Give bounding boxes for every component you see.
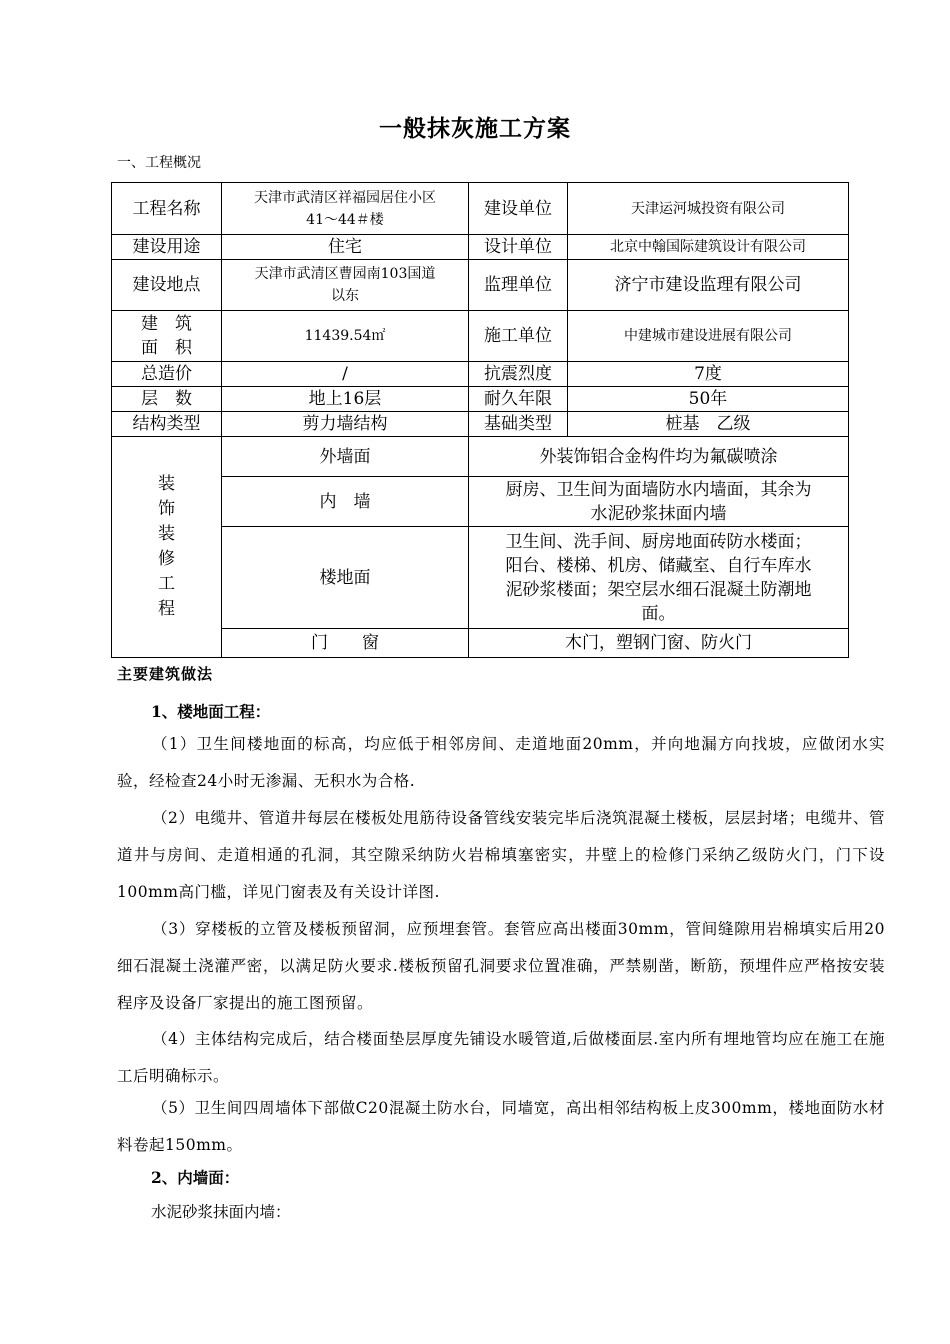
paragraph-1: （1）卫生间楼地面的标高，均应低于相邻房间、走道地面20mm，并向地漏方向找坡，应做闭水实验，经检查24小时无渗漏、无积水为合格. [117, 735, 885, 790]
heading-interior-walls: 2、内墙面： [151, 1168, 240, 1187]
label-supervisor: 监理单位 [469, 260, 568, 311]
table-row [112, 183, 849, 235]
deco-desc-doors: 木门，塑钢门窗、防火门 [469, 629, 849, 658]
paragraph-2: （2）电缆井、管道井每层在楼板处甩筋待设备管线安装完毕后浇筑混凝土楼板，层层封堵；电缆井、管道井与房间、走道相通的孔洞，其空隙采纳防火岩棉填塞密实，井壁上的检修门采纳乙级防火门，门下设100mm高门槛，详见门窗表及有关设计详图. [117, 809, 885, 901]
table-row [112, 527, 849, 629]
value-location: 天津市武清区曹园南103国道 以东 [222, 260, 469, 311]
deco-desc-interior: 厨房、卫生间为面墙防水内墙面，其余为 水泥砂浆抹面内墙 [469, 477, 849, 527]
label-area: 建 筑 面 积 [112, 311, 222, 362]
label-designer: 设计单位 [469, 235, 568, 260]
value-project-name: 天津市武清区祥福园居住小区 41～44＃楼 [222, 183, 469, 235]
value-owner: 天津运河城投资有限公司 [568, 183, 849, 235]
deco-name-floor: 楼地面 [222, 527, 469, 629]
label-location: 建设地点 [112, 260, 222, 311]
page-title: 一般抹灰施工方案 [379, 115, 571, 142]
table-row [112, 629, 849, 658]
table-row [112, 260, 849, 311]
paragraph-5: （5）卫生间四周墙体下部做C20混凝土防水台，同墙宽，高出相邻结构板上皮300mm，楼地面防水材料卷起150mm。 [117, 1099, 885, 1154]
value-area: 11439.54㎡ [222, 311, 469, 362]
label-usage: 建设用途 [112, 235, 222, 260]
paragraph-4: （4）主体结构完成后，结合楼面垫层厚度先铺设水暖管道,后做楼面层.室内所有埋地管均应在施工在施工后明确标示。 [117, 1030, 885, 1085]
section-heading-overview: 一、工程概况 [117, 155, 201, 171]
project-info-table [111, 182, 849, 658]
table-row [112, 412, 849, 437]
label-decoration: 装 饰 装 修 工 程 [112, 437, 222, 658]
value-contractor: 中建城市建设进展有限公司 [568, 311, 849, 362]
table-row [112, 437, 849, 477]
label-seismic: 抗震烈度 [469, 362, 568, 387]
value-cost: / [222, 362, 469, 387]
label-structure: 结构类型 [112, 412, 222, 437]
table-row [112, 362, 849, 387]
value-durability: 50年 [568, 387, 849, 412]
paragraph-3: （3）穿楼板的立管及楼板预留洞，应预埋套管。套管应高出楼面30mm，管间缝隙用岩棉填实后用20细石混凝土浇灌严密，以满足防火要求.楼板预留孔洞要求位置准确，严禁剔凿，断筋，预埋件应严格按安装程序及设备厂家提出的施工图预留。 [117, 920, 885, 1012]
heading-floor-works: 1、楼地面工程： [151, 702, 271, 721]
deco-name-interior: 内 墙 [222, 477, 469, 527]
paragraph-6: 水泥砂浆抹面内墙： [151, 1203, 291, 1221]
main-heading: 主要建筑做法 [117, 665, 214, 683]
table-row [112, 235, 849, 260]
value-seismic: 7度 [568, 362, 849, 387]
label-foundation: 基础类型 [469, 412, 568, 437]
label-durability: 耐久年限 [469, 387, 568, 412]
label-cost: 总造价 [112, 362, 222, 387]
deco-name-doors: 门 窗 [222, 629, 469, 658]
value-supervisor: 济宁市建设监理有限公司 [568, 260, 849, 311]
deco-desc-floor: 卫生间、洗手间、厨房地面砖防水楼面； 阳台、楼梯、机房、储藏室、自行车库水 泥砂浆楼面；架空层水细石混凝土防潮地 面。 [469, 527, 849, 629]
label-project-name: 工程名称 [112, 183, 222, 235]
table-row [112, 311, 849, 362]
value-structure: 剪力墙结构 [222, 412, 469, 437]
value-designer: 北京中翰国际建筑设计有限公司 [568, 235, 849, 260]
label-contractor: 施工单位 [469, 311, 568, 362]
value-usage: 住宅 [222, 235, 469, 260]
deco-name-exterior: 外墙面 [222, 437, 469, 477]
deco-desc-exterior: 外装饰铝合金构件均为氟碳喷涂 [469, 437, 849, 477]
value-floors: 地上16层 [222, 387, 469, 412]
value-foundation: 桩基 乙级 [568, 412, 849, 437]
label-floors: 层 数 [112, 387, 222, 412]
table-row [112, 477, 849, 527]
label-owner: 建设单位 [469, 183, 568, 235]
table-row [112, 387, 849, 412]
